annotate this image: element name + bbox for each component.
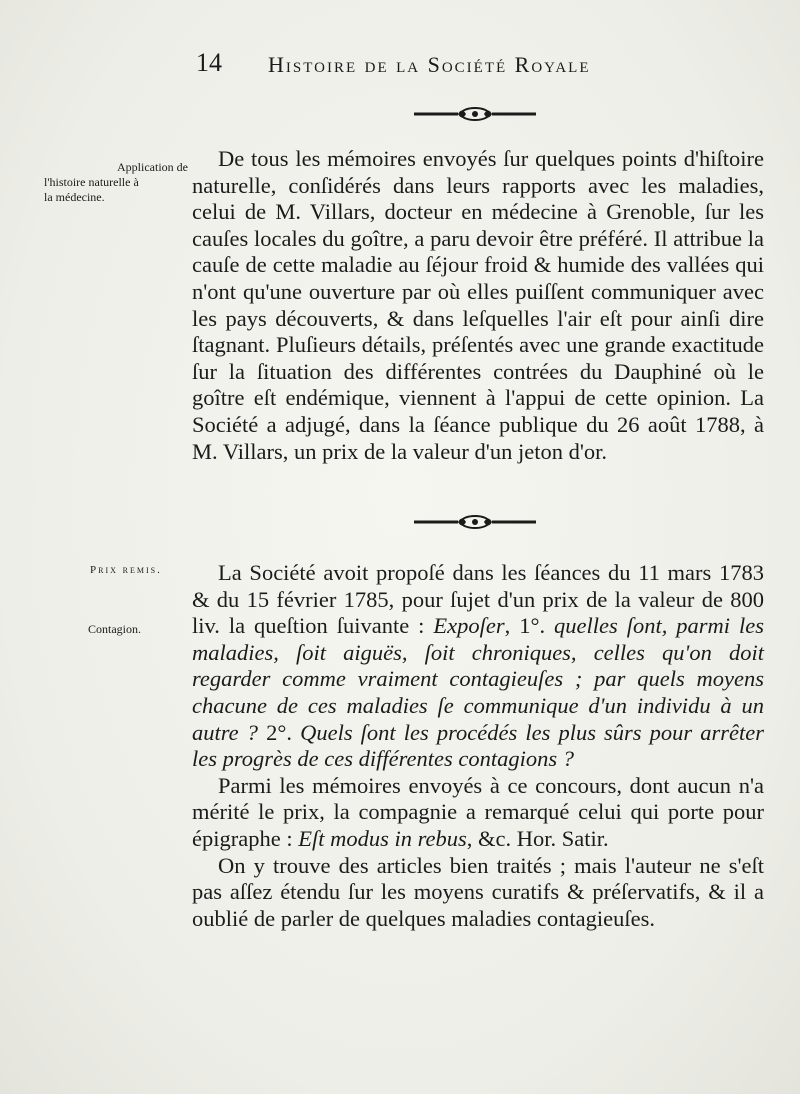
margin-note-line: Application de: [117, 160, 188, 174]
margin-note-contagion: Contagion.: [88, 622, 141, 636]
text-run: , &c. Hor. Satir.: [466, 825, 609, 851]
text-run-italic: Quels ſont les procédés les plus sûrs pour arrêter les progrès de ces différentes contagions ?: [192, 719, 764, 772]
paragraph-prize-question: [192, 560, 764, 773]
ornament-divider-top: [410, 104, 540, 124]
text-run-italic: Eſt modus in rebus: [298, 825, 467, 851]
margin-note-application: [44, 160, 194, 205]
margin-note-prix-remis: Prix remis.: [90, 564, 162, 576]
paragraph-memoirs: [192, 773, 764, 853]
section-goitre: [192, 146, 764, 465]
text-run: La Société avoit propoſé dans les ſéances du 11 mars 1783 & du 15 février 1785, pour ſujet d'un prix de la valeur de 800 liv. la queſtion ſuivante :: [192, 560, 764, 639]
paragraph-critique: On y trouve des articles bien traités ; mais l'auteur ne s'eſt pas aſſez étendu ſur les moyens curatifs & préſervatifs, & il a oublié de parler de quelques maladies contagieuſes.: [192, 852, 764, 931]
ornament-divider-middle: [410, 512, 540, 532]
text-run: , 1°.: [504, 613, 555, 639]
text-run-italic: quelles ſont, parmi les maladies, ſoit aiguës, ſoit chroniques, celles qu'on doit regarder comme vraiment contagieuſes ; par quels moyens chacune de ces maladies ſe communique d'un individu à un autre ?: [192, 613, 764, 745]
section-contagion: [192, 560, 764, 932]
page-number: 14: [196, 48, 222, 77]
margin-note-line: l'histoire naturelle à: [44, 175, 139, 189]
running-title: Histoire de la Société Royale: [268, 52, 591, 77]
text-run-italic: Expoſer: [433, 613, 505, 639]
paragraph-goitre: De tous les mémoires envoyés ſur quelques points d'hiſtoire naturelle, conſidérés dans leurs rapports avec les maladies, celui de M. Villars, docteur en médecine à Grenoble, ſur les cauſes locales du goître, a paru devoir être préféré. Il attribue la cauſe de cette maladie au ſéjour froid & humide des vallées qui n'ont qu'une ouverture par où elles puiſſent communiquer avec les pays découverts, & dans leſquelles l'air eſt pour ainſi dire ſtagnant. Pluſieurs détails, préſentés avec une grande exactitude ſur la ſituation des différentes contrées du Dauphiné où le goître eſt endémique, viennent à l'appui de cette opinion. La Société a adjugé, dans la ſéance publique du 26 août 1788, à M. Villars, un prix de la valeur d'un jeton d'or.: [192, 146, 764, 464]
margin-note-line: la médecine.: [44, 190, 105, 204]
page-header: [190, 44, 750, 80]
text-run: Parmi les mémoires envoyés à ce concours, dont aucun n'a mérité le prix, la compagnie a remarqué celui qui porte pour épigraphe :: [192, 772, 764, 851]
text-run: 2°.: [258, 719, 301, 745]
